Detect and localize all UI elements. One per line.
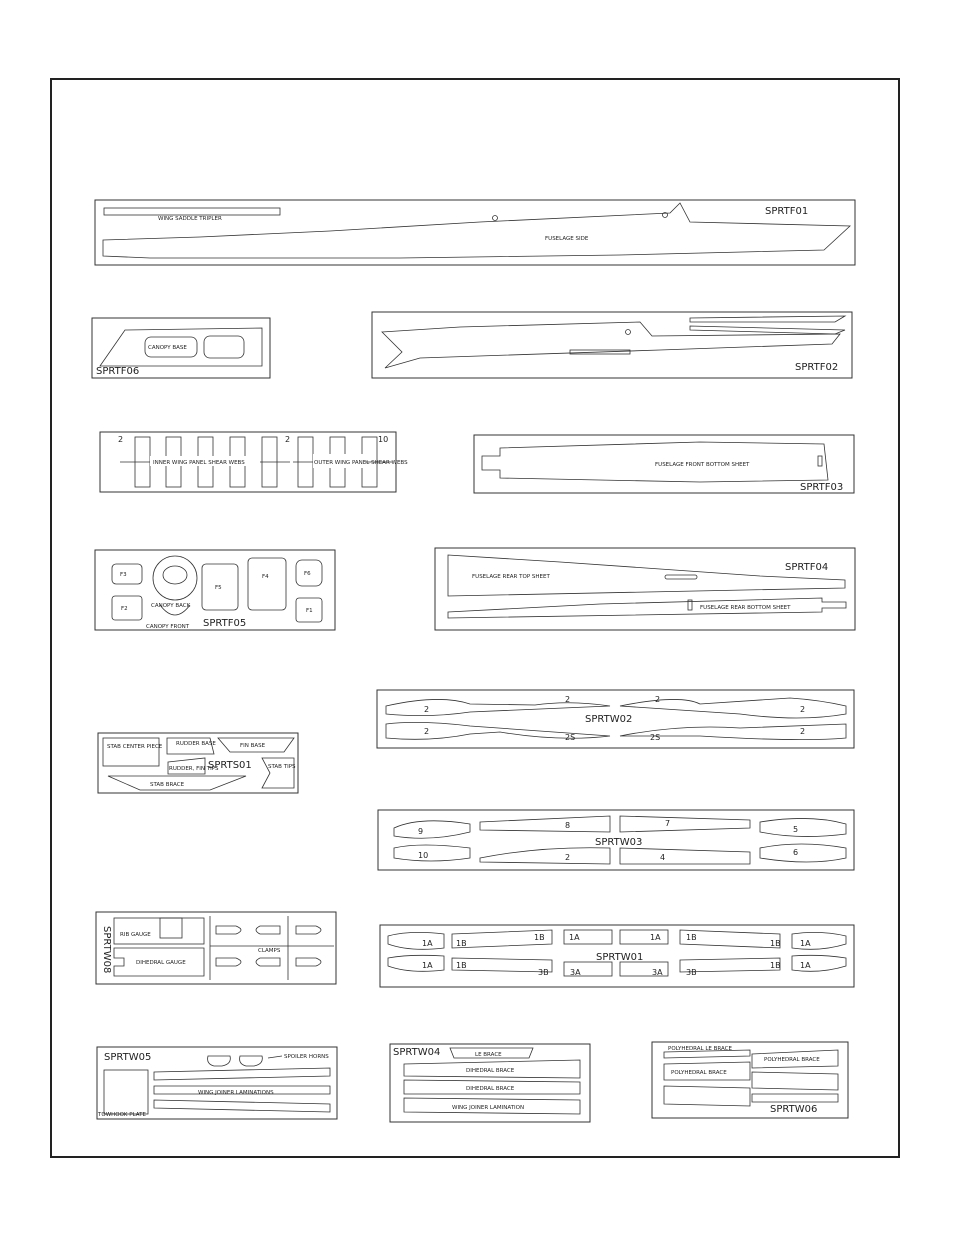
part-clamps: CLAMPS	[258, 948, 281, 954]
sheet-sprtf05	[95, 550, 335, 630]
count-inner-b: 2	[285, 435, 291, 444]
rib-label-8: 8	[565, 821, 571, 830]
rib-label-1a-right: 1A	[800, 939, 811, 948]
sheet-sprtf06	[92, 318, 270, 378]
sheet-id-sprtw05: SPRTW05	[104, 1052, 152, 1063]
sheet-shear-webs	[100, 432, 408, 492]
part-rib-gauge: RIB GAUGE	[120, 932, 151, 938]
sheet-id-sprtf03: SPRTF03	[800, 482, 844, 493]
sheet-sprtf01	[95, 200, 855, 265]
rib-label-2s-b: 2S	[650, 733, 661, 742]
sheet-sprts01	[98, 733, 298, 793]
sheet-sprtw01	[380, 925, 854, 987]
sheet-sprtw04	[390, 1044, 590, 1122]
rib-label-3a-right: 3A	[652, 968, 663, 977]
part-f4: F4	[262, 574, 269, 580]
rib-label-1a-bottom-right: 1A	[800, 961, 811, 970]
rib-label-1a-left: 1A	[422, 939, 433, 948]
part-spoiler-horns: SPOILER HORNS	[284, 1054, 329, 1060]
sheet-id-sprts01: SPRTS01	[208, 760, 252, 771]
sheet-sprtw05	[97, 1047, 337, 1119]
sheet-sprtw08	[96, 912, 336, 984]
sheet-id-sprtf06: SPRTF06	[96, 366, 140, 377]
rib-label-2b: 2	[565, 695, 571, 704]
sheet-id-sprtw06: SPRTW06	[770, 1104, 818, 1115]
label-outer-wing-panel-shear-webs: OUTER WING PANEL SHEAR WEBS	[314, 460, 408, 466]
part-stab-center-piece: STAB CENTER PIECE	[107, 744, 163, 750]
rib-label-6: 6	[793, 848, 799, 857]
part-rudder-fin-tips: RUDDER, FIN TIPS	[169, 766, 219, 772]
sheet-sprtf02	[372, 312, 852, 378]
rib-label-1b-bottom-right: 1B	[770, 961, 781, 970]
part-canopy-back: CANOPY BACK	[151, 603, 191, 609]
part-polyhedral-brace-a: POLYHEDRAL BRACE	[764, 1057, 820, 1063]
part-f3: F3	[120, 572, 127, 578]
part-towhook-plate: TOWHOOK PLATE	[98, 1112, 146, 1118]
rib-label-3a-left: 3A	[570, 968, 581, 977]
rib-label-2e: 2	[424, 727, 430, 736]
part-f2: F2	[121, 606, 128, 612]
sheet-sprtw03	[378, 810, 854, 870]
rib-label-1b-right: 1B	[770, 939, 781, 948]
rib-label-7: 7	[665, 819, 671, 828]
sheet-id-sprtw08: SPRTW08	[101, 926, 112, 974]
rib-label-3b-right: 3B	[686, 968, 697, 977]
sheet-sprtw06	[652, 1042, 848, 1118]
part-dihedral-brace-b: DIHEDRAL BRACE	[466, 1086, 515, 1092]
part-f5: F5	[215, 585, 222, 591]
sheet-sprtw02	[377, 690, 854, 748]
part-canopy-front: CANOPY FRONT	[146, 624, 190, 630]
part-wing-saddle-tripler: WING SADDLE TRIPLER	[158, 216, 222, 222]
part-stab-tips: STAB TIPS	[268, 764, 296, 770]
part-fuselage-side: FUSELAGE SIDE	[545, 236, 589, 242]
rib-label-1a-top-a: 1A	[569, 933, 580, 942]
rib-label-10: 10	[418, 851, 429, 860]
rib-label-2: 2	[565, 853, 571, 862]
part-wing-joiner-lamination: WING JOINER LAMINATION	[452, 1105, 525, 1111]
sheet-id-sprtf01: SPRTF01	[765, 206, 809, 217]
rib-label-2c: 2	[655, 695, 661, 704]
count-outer: 10	[378, 435, 389, 444]
part-polyhedral-le-brace: POLYHEDRAL LE BRACE	[668, 1046, 732, 1052]
rib-label-1b-left: 1B	[456, 939, 467, 948]
part-canopy-base: CANOPY BASE	[148, 345, 187, 351]
part-f6: F6	[304, 571, 311, 577]
part-rudder-base: RUDDER BASE	[176, 741, 216, 747]
rib-label-2s-a: 2S	[565, 733, 576, 742]
part-polyhedral-brace-b: POLYHEDRAL BRACE	[671, 1070, 727, 1076]
part-wing-joiner-laminations: WING JOINER LAMINATIONS	[198, 1090, 274, 1096]
sheet-id-sprtf05: SPRTF05	[203, 618, 247, 629]
part-fuselage-front-bottom-sheet: FUSELAGE FRONT BOTTOM SHEET	[655, 462, 750, 468]
sheet-id-sprtf04: SPRTF04	[785, 562, 829, 573]
rib-label-2f: 2	[800, 727, 806, 736]
count-inner-a: 2	[118, 435, 124, 444]
rib-label-1a-bottom-left: 1A	[422, 961, 433, 970]
part-dihedral-brace-a: DIHEDRAL BRACE	[466, 1068, 515, 1074]
rib-label-1b-bottom-left: 1B	[456, 961, 467, 970]
part-stab-brace: STAB BRACE	[150, 782, 185, 788]
sheet-id-sprtw04: SPRTW04	[393, 1047, 441, 1058]
part-f1: F1	[306, 608, 313, 614]
sheet-id-sprtw03: SPRTW03	[595, 837, 643, 848]
part-dihedral-gauge: DIHEDRAL GAUGE	[136, 960, 186, 966]
rib-label-9: 9	[418, 827, 424, 836]
rib-label-4: 4	[660, 853, 666, 862]
part-fuselage-rear-bottom-sheet: FUSELAGE REAR BOTTOM SHEET	[700, 605, 791, 611]
rib-label-3b-left: 3B	[538, 968, 549, 977]
part-fuselage-rear-top-sheet: FUSELAGE REAR TOP SHEET	[472, 574, 550, 580]
rib-label-1b-top-a: 1B	[534, 933, 545, 942]
rib-label-2d: 2	[800, 705, 806, 714]
rib-label-2a: 2	[424, 705, 430, 714]
sheet-sprtf04	[435, 548, 855, 630]
sheet-id-sprtf02: SPRTF02	[795, 362, 839, 373]
part-fin-base: FIN BASE	[240, 743, 266, 749]
label-inner-wing-panel-shear-webs: INNER WING PANEL SHEAR WEBS	[153, 460, 245, 466]
sheet-id-sprtw02: SPRTW02	[585, 714, 633, 725]
rib-label-5: 5	[793, 825, 799, 834]
sheet-id-sprtw01: SPRTW01	[596, 952, 644, 963]
rib-label-1a-top-b: 1A	[650, 933, 661, 942]
rib-label-1b-top-b: 1B	[686, 933, 697, 942]
sheet-sprtf03	[474, 435, 854, 493]
part-le-brace: LE BRACE	[475, 1052, 502, 1058]
